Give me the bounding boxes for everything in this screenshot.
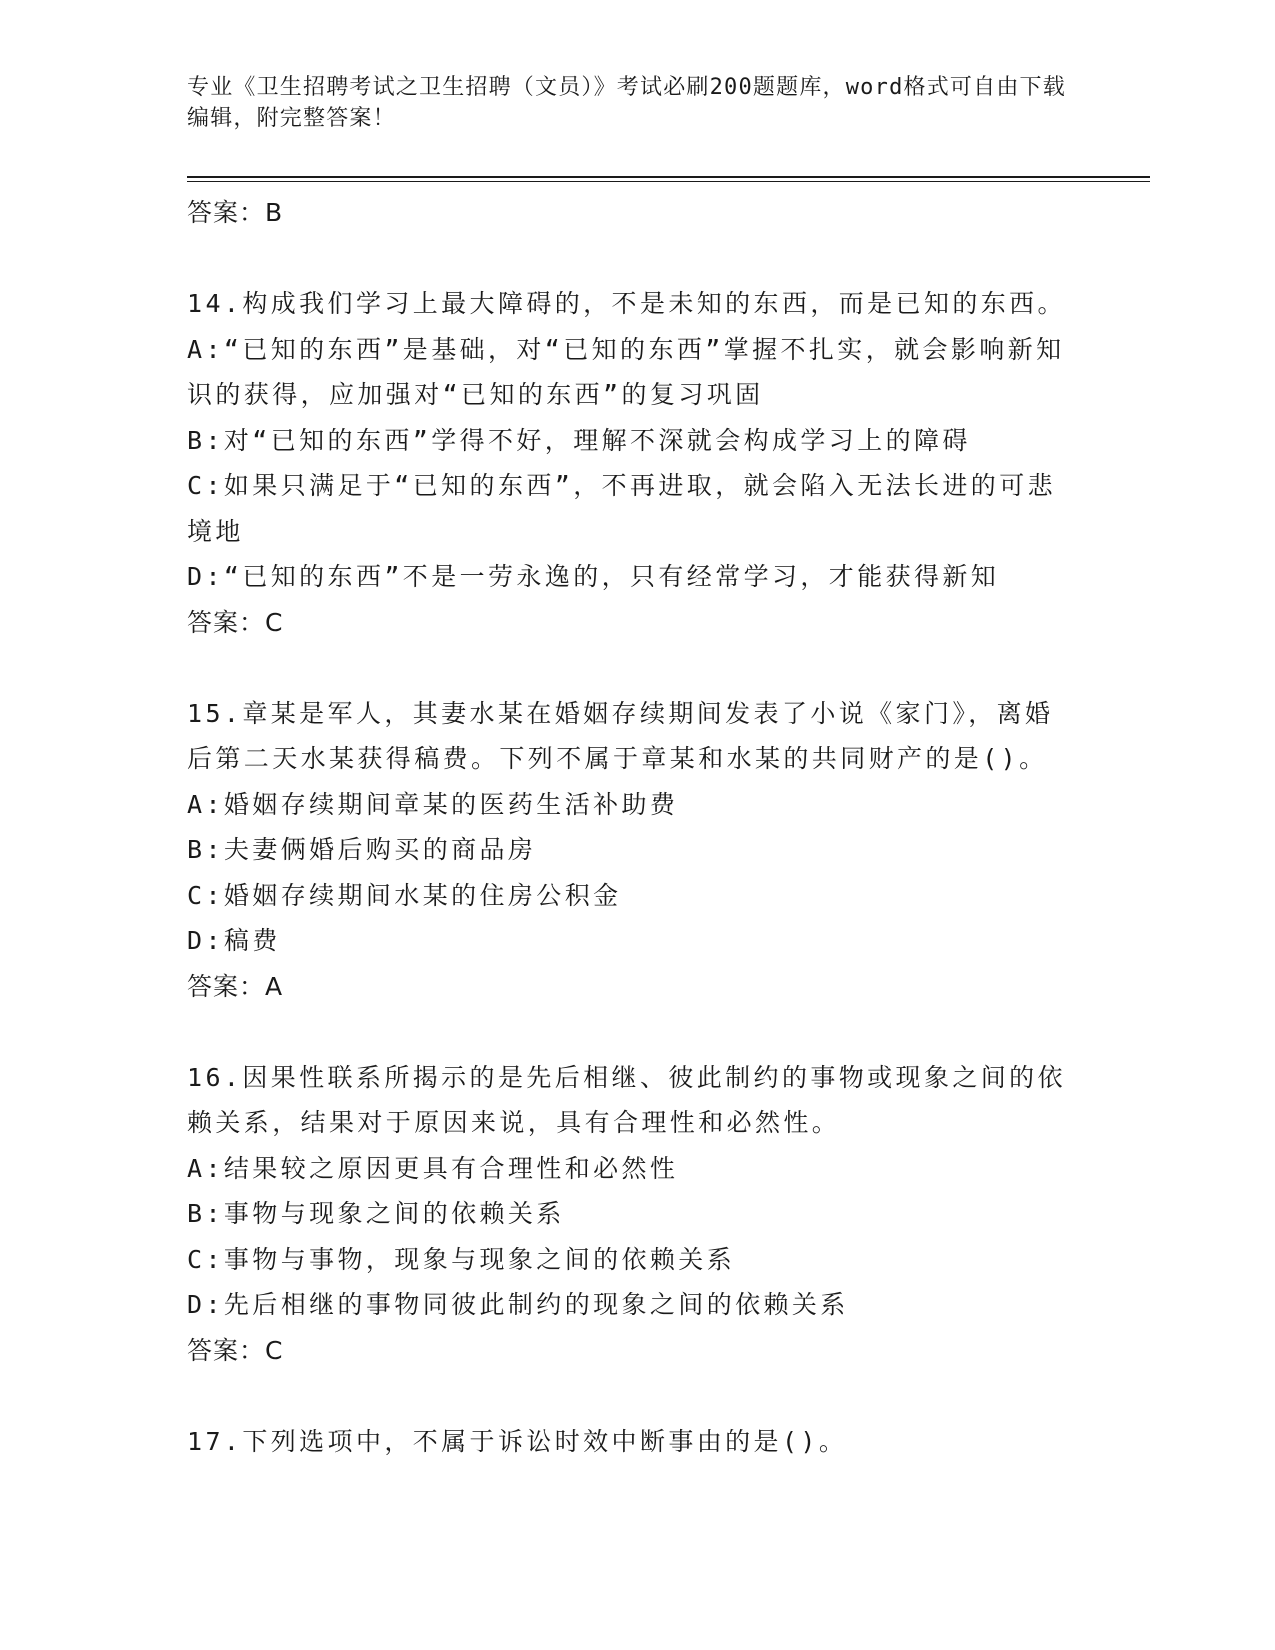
option-a: A:结果较之原因更具有合理性和必然性 — [187, 1153, 679, 1183]
question-stem: 14.构成我们学习上最大障碍的，不是未知的东西，而是已知的东西。 — [187, 289, 1066, 318]
spacer — [187, 645, 1067, 691]
option-d: D:稿费 — [187, 926, 281, 955]
document-header: 专业《卫生招聘考试之卫生招聘（文员）》考试必刷200题题库，word格式可自由下载编辑，附完整答案！ — [187, 75, 1066, 131]
option-b: B:对“已知的东西”学得不好，理解不深就会构成学习上的障碍 — [187, 425, 971, 455]
option-b: B:夫妻俩婚后购买的商品房 — [187, 835, 537, 864]
header-rule-thick — [187, 176, 1150, 178]
answer-line: 答案：C — [187, 1335, 284, 1365]
option-a: A:“已知的东西”是基础，对“已知的东西”掌握不扎实，就会影响新知识的获得，应加强对“已知的东西”的复习巩固 — [187, 334, 1065, 409]
option-b: B:事物与现象之间的依赖关系 — [187, 1199, 565, 1228]
answer-line: 答案：B — [187, 198, 284, 227]
question-stem: 17.下列选项中，不属于诉讼时效中断事由的是()。 — [187, 1426, 848, 1456]
option-c: C:事物与事物，现象与现象之间的依赖关系 — [187, 1244, 736, 1274]
option-d: D:“已知的东西”不是一劳永逸的，只有经常学习，才能获得新知 — [187, 562, 1000, 591]
question-stem: 15.章某是军人，其妻水某在婚姻存续期间发表了小说《家门》，离婚后第二天水某获得稿费。下列不属于章某和水某的共同财产的是()。 — [187, 698, 1054, 773]
question-17 — [187, 1419, 1067, 1465]
question-list — [187, 190, 1067, 1464]
header-rule-thin — [187, 181, 1150, 182]
question-15 — [187, 691, 1067, 1009]
option-c: C:如果只满足于“已知的东西”，不再进取，就会陷入无法长进的可悲境地 — [187, 471, 1057, 546]
question-16 — [187, 1055, 1067, 1373]
option-d: D:先后相继的事物同彼此制约的现象之间的依赖关系 — [187, 1290, 849, 1319]
spacer — [187, 235, 1067, 281]
question-stem: 16.因果性联系所揭示的是先后相继、彼此制约的事物或现象之间的依赖关系，结果对于原因来说，具有合理性和必然性。 — [187, 1062, 1066, 1137]
option-a: A:婚姻存续期间章某的医药生活补助费 — [187, 789, 679, 819]
option-c: C:婚姻存续期间水某的住房公积金 — [187, 880, 622, 910]
answer-line: 答案：A — [187, 971, 284, 1001]
spacer — [187, 1373, 1067, 1419]
answer-line: 答案：C — [187, 607, 284, 637]
spacer — [187, 1009, 1067, 1055]
question-14 — [187, 281, 1067, 645]
